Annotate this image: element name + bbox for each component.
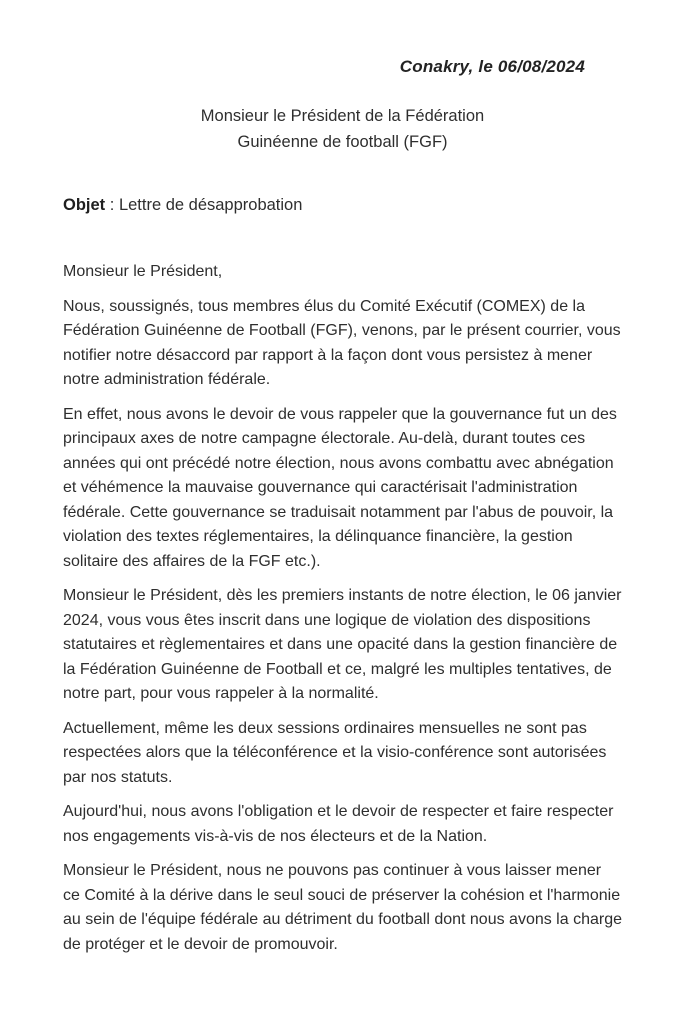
recipient-block	[0, 103, 685, 155]
subject-separator: :	[105, 196, 119, 214]
dateline: Conakry, le 06/08/2024	[399, 57, 585, 76]
recipient-line-2: Guinéenne de football (FGF)	[237, 133, 448, 151]
subject-label: Objet	[63, 196, 106, 214]
subject-value: Lettre de désapprobation	[118, 196, 303, 214]
letter-body	[63, 260, 622, 967]
paragraph-2: En effet, nous avons le devoir de vous rappeler que la gouvernance fut un des principaux axes de notre campagne électorale. Au-delà, durant toutes ces années qui ont précédé notre élection, nous avons combattu avec abnégation et véhémence la mauvaise gouvernance qui caractérisait l'administration fédérale. Cette gouvernance se traduisait notamment par l'abus de pouvoir, la violation des textes réglementaires, la délinquance financière, la gestion solitaire des affaires de la FGF etc.).	[63, 405, 617, 570]
paragraph-1: Nous, soussignés, tous membres élus du Comité Exécutif (COMEX) de la Fédération Guinéenne de Football (FGF), venons, par le présent courrier, vous notifier notre désaccord par rapport à la façon dont vous persistez à mener notre administration fédérale.	[63, 297, 621, 388]
paragraph-3: Monsieur le Président, dès les premiers instants de notre élection, le 06 janvier 2024, vous vous êtes inscrit dans une logique de violation des dispositions statutaires et règlementaires et dans une opacité dans la gestion financière de la Fédération Guinéenne de Football et ce, malgré les multiples tentatives, de notre part, pour vous rappeler à la normalité.	[63, 587, 622, 702]
paragraph-6: Monsieur le Président, nous ne pouvons pas continuer à vous laisser mener ce Comité à la dérive dans le seul souci de préserver la cohésion et l'harmonie au sein de l'équipe fédérale au détriment du football dont nous avons la charge de protéger et le devoir de promouvoir.	[63, 862, 622, 953]
subject-line	[63, 196, 302, 215]
paragraph-5: Aujourd'hui, nous avons l'obligation et le devoir de respecter et faire respecter nos engagements vis-à-vis de nos électeurs et de la Nation.	[63, 803, 614, 845]
recipient-line-1: Monsieur le Président de la Fédération	[200, 107, 485, 125]
paragraph-4: Actuellement, même les deux sessions ordinaires mensuelles ne sont pas respectées alors que la téléconférence et la visio-conférence sont autorisées par nos statuts.	[63, 719, 607, 786]
salutation: Monsieur le Président,	[63, 263, 223, 280]
